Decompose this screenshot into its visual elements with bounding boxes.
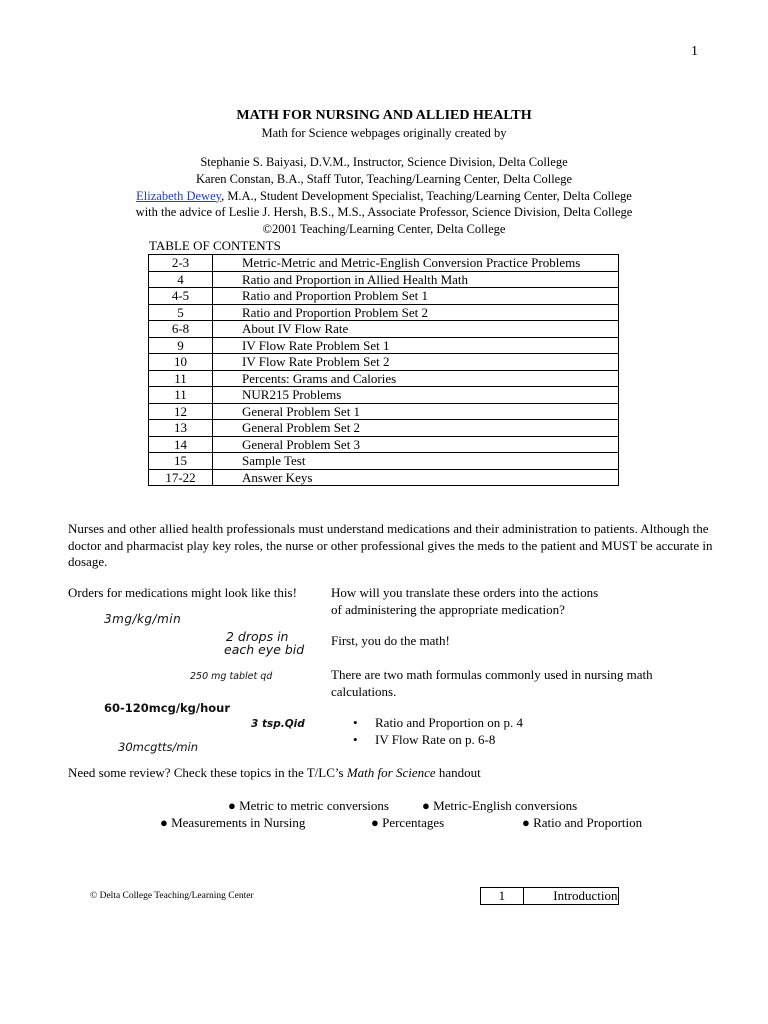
handwritten-order-2b: each eye bid bbox=[224, 642, 305, 657]
formulas-text bbox=[331, 667, 653, 700]
handwritten-order-6: 30mcgtts/min bbox=[118, 740, 199, 754]
question-line-1: How will you translate these orders into the actions bbox=[331, 585, 599, 600]
formulas-line-1: There are two math formulas commonly used in nursing math bbox=[331, 667, 653, 682]
review-handout-title: Math for Science bbox=[346, 765, 436, 780]
toc-page-cell: 9 bbox=[149, 337, 213, 354]
author-link[interactable]: Elizabeth Dewey bbox=[136, 188, 222, 203]
toc-page-cell: 14 bbox=[149, 436, 213, 453]
toc-page-cell: 17-22 bbox=[149, 469, 213, 486]
toc-topic-cell: Answer Keys bbox=[213, 469, 619, 486]
page-number: 1 bbox=[691, 44, 698, 59]
toc-topic-cell: About IV Flow Rate bbox=[213, 321, 619, 338]
toc-row bbox=[149, 420, 619, 437]
toc-topic-cell: IV Flow Rate Problem Set 1 bbox=[213, 337, 619, 354]
document-title: MATH FOR NURSING AND ALLIED HEALTH bbox=[236, 108, 532, 123]
toc-row bbox=[149, 288, 619, 305]
bullet-item bbox=[353, 732, 495, 748]
credit-line-4: with the advice of Leslie J. Hersh, B.S., M.S., Associate Professor, Science Division, Delta College bbox=[135, 205, 633, 220]
toc-row bbox=[149, 304, 619, 321]
toc-page-cell: 4-5 bbox=[149, 288, 213, 305]
topic-item: ● Ratio and Proportion bbox=[522, 815, 643, 830]
footer-copyright: © Delta College Teaching/Learning Center bbox=[90, 891, 254, 901]
toc-page-cell: 12 bbox=[149, 403, 213, 420]
toc-topic-cell: Ratio and Proportion Problem Set 1 bbox=[213, 288, 619, 305]
credit-line-1: Stephanie S. Baiyasi, D.V.M., Instructor, Science Division, Delta College bbox=[200, 155, 568, 169]
review-prefix: Need some review? Check these topics in the T/LC’s bbox=[68, 765, 347, 780]
toc-topic-cell: Introduction bbox=[524, 888, 618, 905]
toc-row bbox=[149, 436, 619, 453]
review-line bbox=[68, 765, 481, 781]
toc-page-cell: 1 bbox=[480, 888, 524, 905]
question-text bbox=[331, 585, 598, 618]
intro-paragraph: Nurses and other allied health professionals must understand medications and their administration to patients. Although the doctor and pharmacist play key roles, the nurse or other professional gives the meds to the patient and MUST be accurate in dosage. bbox=[68, 521, 713, 569]
handwritten-order-5: 3 tsp.Qid bbox=[251, 718, 305, 730]
toc-page-cell: 11 bbox=[149, 387, 213, 404]
toc-row bbox=[149, 255, 619, 272]
toc-row bbox=[149, 354, 619, 371]
toc-topic-cell: Sample Test bbox=[213, 453, 619, 470]
toc-row bbox=[149, 337, 619, 354]
toc-page-cell: 2-3 bbox=[149, 255, 213, 272]
bullet-dot: • bbox=[353, 732, 358, 747]
toc-topic-cell: Ratio and Proportion Problem Set 2 bbox=[213, 304, 619, 321]
topic-item: ● Metric-English conversions bbox=[422, 798, 578, 813]
toc-row bbox=[149, 321, 619, 338]
topic-item: ● Percentages bbox=[371, 815, 445, 830]
topic-item: ● Measurements in Nursing bbox=[160, 815, 306, 830]
copyright-line: ©2001 Teaching/Learning Center, Delta College bbox=[262, 222, 506, 237]
credit-line-2: Karen Constan, B.A., Staff Tutor, Teaching/Learning Center, Delta College bbox=[195, 171, 573, 186]
credit-line-3-rest: , M.A., Student Development Specialist, Teaching/Learning Center, Delta College bbox=[221, 188, 632, 203]
toc-row bbox=[149, 387, 619, 404]
bullet-text: Ratio and Proportion on p. 4 bbox=[375, 715, 524, 730]
handwritten-order-2a: 2 drops in bbox=[226, 629, 289, 644]
toc-page-cell: 10 bbox=[149, 354, 213, 371]
toc-heading: TABLE OF CONTENTS bbox=[149, 238, 281, 253]
toc-topic-cell: Metric-Metric and Metric-English Conversion Practice Problems bbox=[213, 255, 619, 272]
formulas-line-2: calculations. bbox=[331, 683, 397, 699]
toc-page-cell: 15 bbox=[149, 453, 213, 470]
toc-page-cell: 11 bbox=[149, 370, 213, 387]
toc-page-cell: 13 bbox=[149, 420, 213, 437]
question-line-2: of administering the appropriate medication? bbox=[331, 601, 565, 617]
bullet-dot: • bbox=[353, 715, 358, 730]
toc-topic-cell: NUR215 Problems bbox=[213, 387, 619, 404]
first-math-line: First, you do the math! bbox=[331, 633, 450, 648]
toc-row bbox=[149, 453, 619, 470]
credits-block bbox=[0, 154, 768, 238]
toc-page-cell: 4 bbox=[149, 271, 213, 288]
toc-row bbox=[149, 469, 619, 486]
bullet-text: IV Flow Rate on p. 6-8 bbox=[375, 732, 496, 747]
orders-label: Orders for medications might look like this! bbox=[68, 585, 297, 600]
toc-page-cell: 5 bbox=[149, 304, 213, 321]
toc-topic-cell: Percents: Grams and Calories bbox=[213, 370, 619, 387]
toc-row bbox=[480, 887, 619, 905]
toc-topic-cell: IV Flow Rate Problem Set 2 bbox=[213, 354, 619, 371]
review-suffix: handout bbox=[435, 765, 481, 780]
document-subtitle: Math for Science webpages originally created by bbox=[261, 126, 507, 140]
toc-topic-cell: General Problem Set 2 bbox=[213, 420, 619, 437]
bullet-item bbox=[353, 715, 523, 731]
toc-topic-cell: General Problem Set 3 bbox=[213, 436, 619, 453]
handwritten-order-3: 250 mg tablet qd bbox=[190, 671, 273, 682]
handwritten-order-4: 60-120mcg/kg/hour bbox=[104, 701, 231, 715]
toc-row bbox=[149, 403, 619, 420]
toc-row bbox=[149, 271, 619, 288]
handwritten-order-1: 3mg/kg/min bbox=[104, 612, 182, 626]
toc-page-cell: 6-8 bbox=[149, 321, 213, 338]
toc-row bbox=[149, 370, 619, 387]
topic-item: ● Metric to metric conversions bbox=[228, 798, 389, 813]
toc-topic-cell: General Problem Set 1 bbox=[213, 403, 619, 420]
credit-line-3 bbox=[0, 188, 768, 205]
toc-topic-cell: Ratio and Proportion in Allied Health Math bbox=[213, 271, 619, 288]
